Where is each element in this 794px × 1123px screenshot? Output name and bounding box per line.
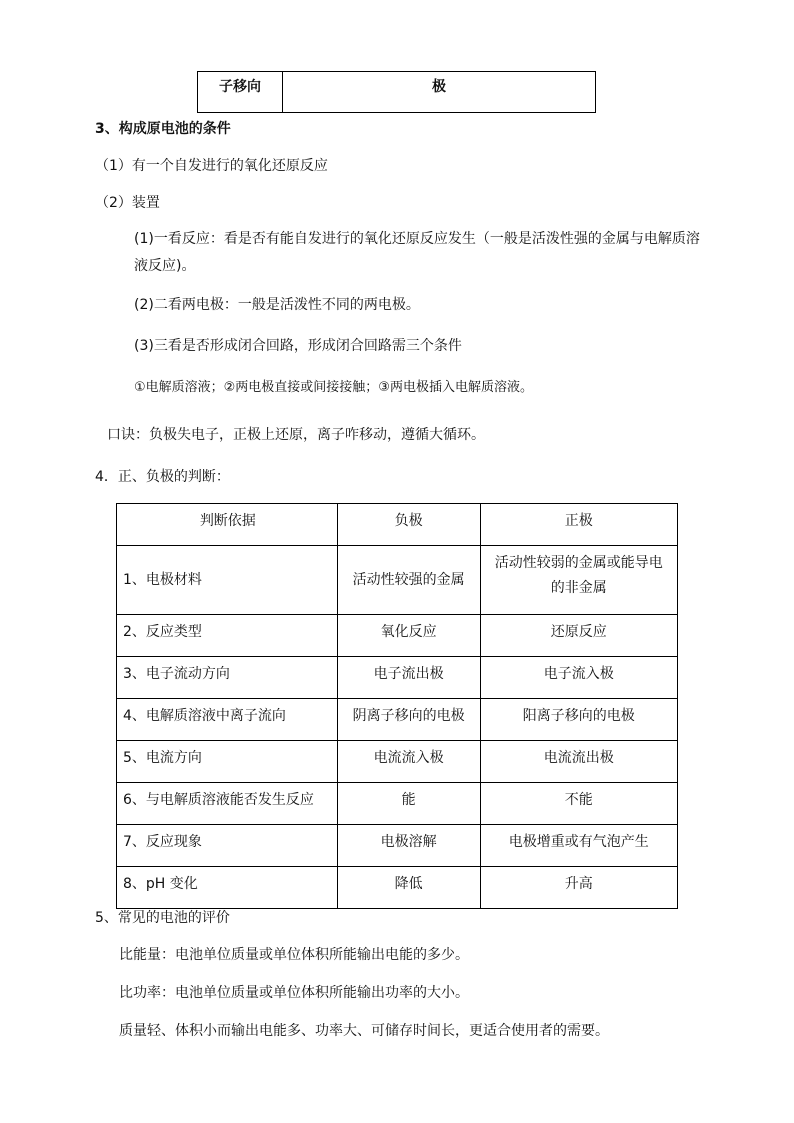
table-row [117,741,678,783]
section3-sub2: (2)二看两电极：一般是活泼性不同的两电极。 [134,297,420,313]
table-cell: 活动性较弱的金属或能导电的非金属 [480,546,677,615]
section3-item2: （2）装置 [95,195,160,211]
section5-line2: 比功率：电池单位质量或单位体积所能输出功率的大小。 [119,985,469,1001]
table-row [117,825,678,867]
section3-item1: （1）有一个自发进行的氧化还原反应 [95,158,328,174]
table-cell: 氧化反应 [337,615,480,657]
table-cell: 电极溶解 [337,825,480,867]
section3-sub1-line1: (1)一看反应：看是否有能自发进行的氧化还原反应发生（一般是活泼性强的金属与电解质溶 [134,231,700,247]
table-cell: 阳离子移向的电极 [480,699,677,741]
table-header-cell: 正极 [480,504,677,546]
electrode-judgment-table [116,503,678,909]
table-row [117,783,678,825]
top-table-cell-right: 极 [283,72,596,113]
table-cell: 阴离子移向的电极 [337,699,480,741]
table-cell: 还原反应 [480,615,677,657]
table-cell: 升高 [480,867,677,909]
table-cell: 电子流入极 [480,657,677,699]
table-cell: 4、电解质溶液中离子流向 [117,699,338,741]
table-row [117,657,678,699]
table-cell: 电流流出极 [480,741,677,783]
section3-sub1-line2: 液反应)。 [134,258,196,274]
table-row [117,546,678,615]
table-cell: 电子流出极 [337,657,480,699]
table-row [117,867,678,909]
section3-heading: 3、构成原电池的条件 [95,121,231,137]
section5-heading: 5、常见的电池的评价 [95,910,230,926]
table-cell: 7、反应现象 [117,825,338,867]
section3-mnemonic: 口诀：负极失电子，正极上还原，离子咋移动，遵循大循环。 [107,427,485,443]
table-cell: 3、电子流动方向 [117,657,338,699]
table-header-cell: 判断依据 [117,504,338,546]
table-header-row [117,504,678,546]
section4-heading: 4．正、负极的判断： [95,469,230,485]
table-cell: 活动性较强的金属 [337,546,480,615]
section3-sub3: (3)三看是否形成闭合回路，形成闭合回路需三个条件 [134,338,462,354]
top-partial-table [197,71,596,113]
table-cell: 6、与电解质溶液能否发生反应 [117,783,338,825]
table-cell: 8、pH 变化 [117,867,338,909]
table-cell: 不能 [480,783,677,825]
table-cell: 2、反应类型 [117,615,338,657]
table-cell: 降低 [337,867,480,909]
table-cell: 电极增重或有气泡产生 [480,825,677,867]
table-cell: 1、电极材料 [117,546,338,615]
top-table-cell-left: 子移向 [198,72,283,113]
table-row [117,699,678,741]
section5-line3: 质量轻、体积小而输出电能多、功率大、可储存时间长，更适合使用者的需要。 [119,1023,609,1039]
section5-line1: 比能量：电池单位质量或单位体积所能输出电能的多少。 [119,947,469,963]
table-cell: 电流流入极 [337,741,480,783]
table-cell: 5、电流方向 [117,741,338,783]
table-header-cell: 负极 [337,504,480,546]
table-row [117,615,678,657]
section3-conditions: ①电解质溶液；②两电极直接或间接接触；③两电极插入电解质溶液。 [134,380,533,395]
table-cell: 能 [337,783,480,825]
